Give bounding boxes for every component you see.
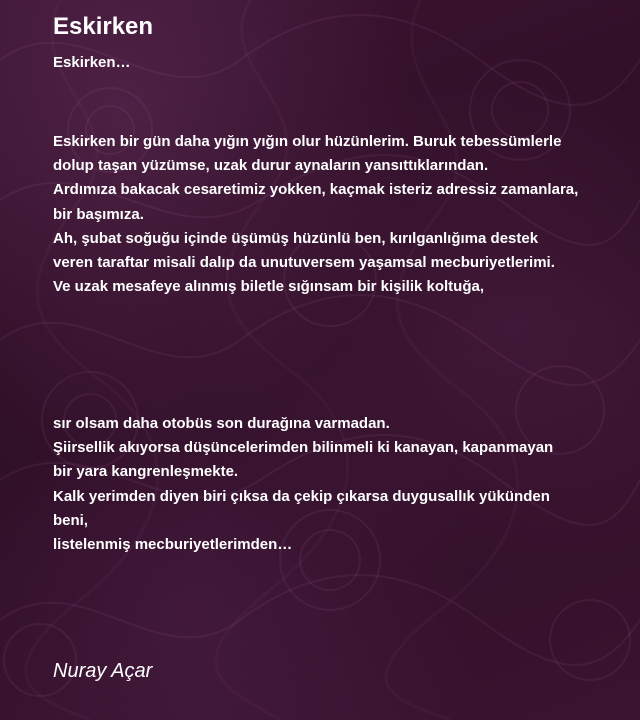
poem-line: Kalk yerimden diyen biri çıksa da çekip çıkarsa duygusallık yükünden <box>53 487 550 505</box>
poem-line: veren taraftar misali dalıp da unutuversem yaşamsal mecburiyetlerimi. <box>53 254 555 272</box>
poem-line: Şiirsellik akıyorsa düşüncelerimden bilinmeli ki kanayan, kapanmayan <box>53 439 554 457</box>
poem-line: bir başımıza. <box>53 205 144 223</box>
poem-line: listelenmiş mecburiyetlerimden… <box>53 536 293 554</box>
poem-line: sır olsam daha otobüs son durağına varmadan. <box>53 415 390 432</box>
poem-line: Ve uzak mesafeye alınmış biletle sığınsam bir kişilik koltuğa, <box>53 278 485 296</box>
poem-line: Ah, şubat soğuğu içinde üşümüş hüzünlü ben, kırılganlığıma destek <box>53 229 539 247</box>
poem-line: beni, <box>53 511 89 529</box>
poem-line: dolup taşan yüzümse, uzak durur aynaların yansıttıklarından. <box>53 157 489 175</box>
poem-line: bir yara kangrenleşmekte. <box>53 463 239 481</box>
poem-stanza-1 <box>53 130 613 299</box>
poem-stanza-2 <box>53 412 613 557</box>
poem-title: Eskirken <box>53 13 154 40</box>
poem-line: Eskirken bir gün daha yığın yığın olur hüzünlerim. Buruk tebessümlerle <box>53 133 562 150</box>
poem-container <box>53 12 613 554</box>
poem-subtitle: Eskirken… <box>53 54 131 71</box>
poem-line: Ardımıza bakacak cesaretimiz yokken, kaçmak isteriz adressiz zamanlara, <box>53 181 579 199</box>
poem-author: Nuray Açar <box>53 660 153 682</box>
